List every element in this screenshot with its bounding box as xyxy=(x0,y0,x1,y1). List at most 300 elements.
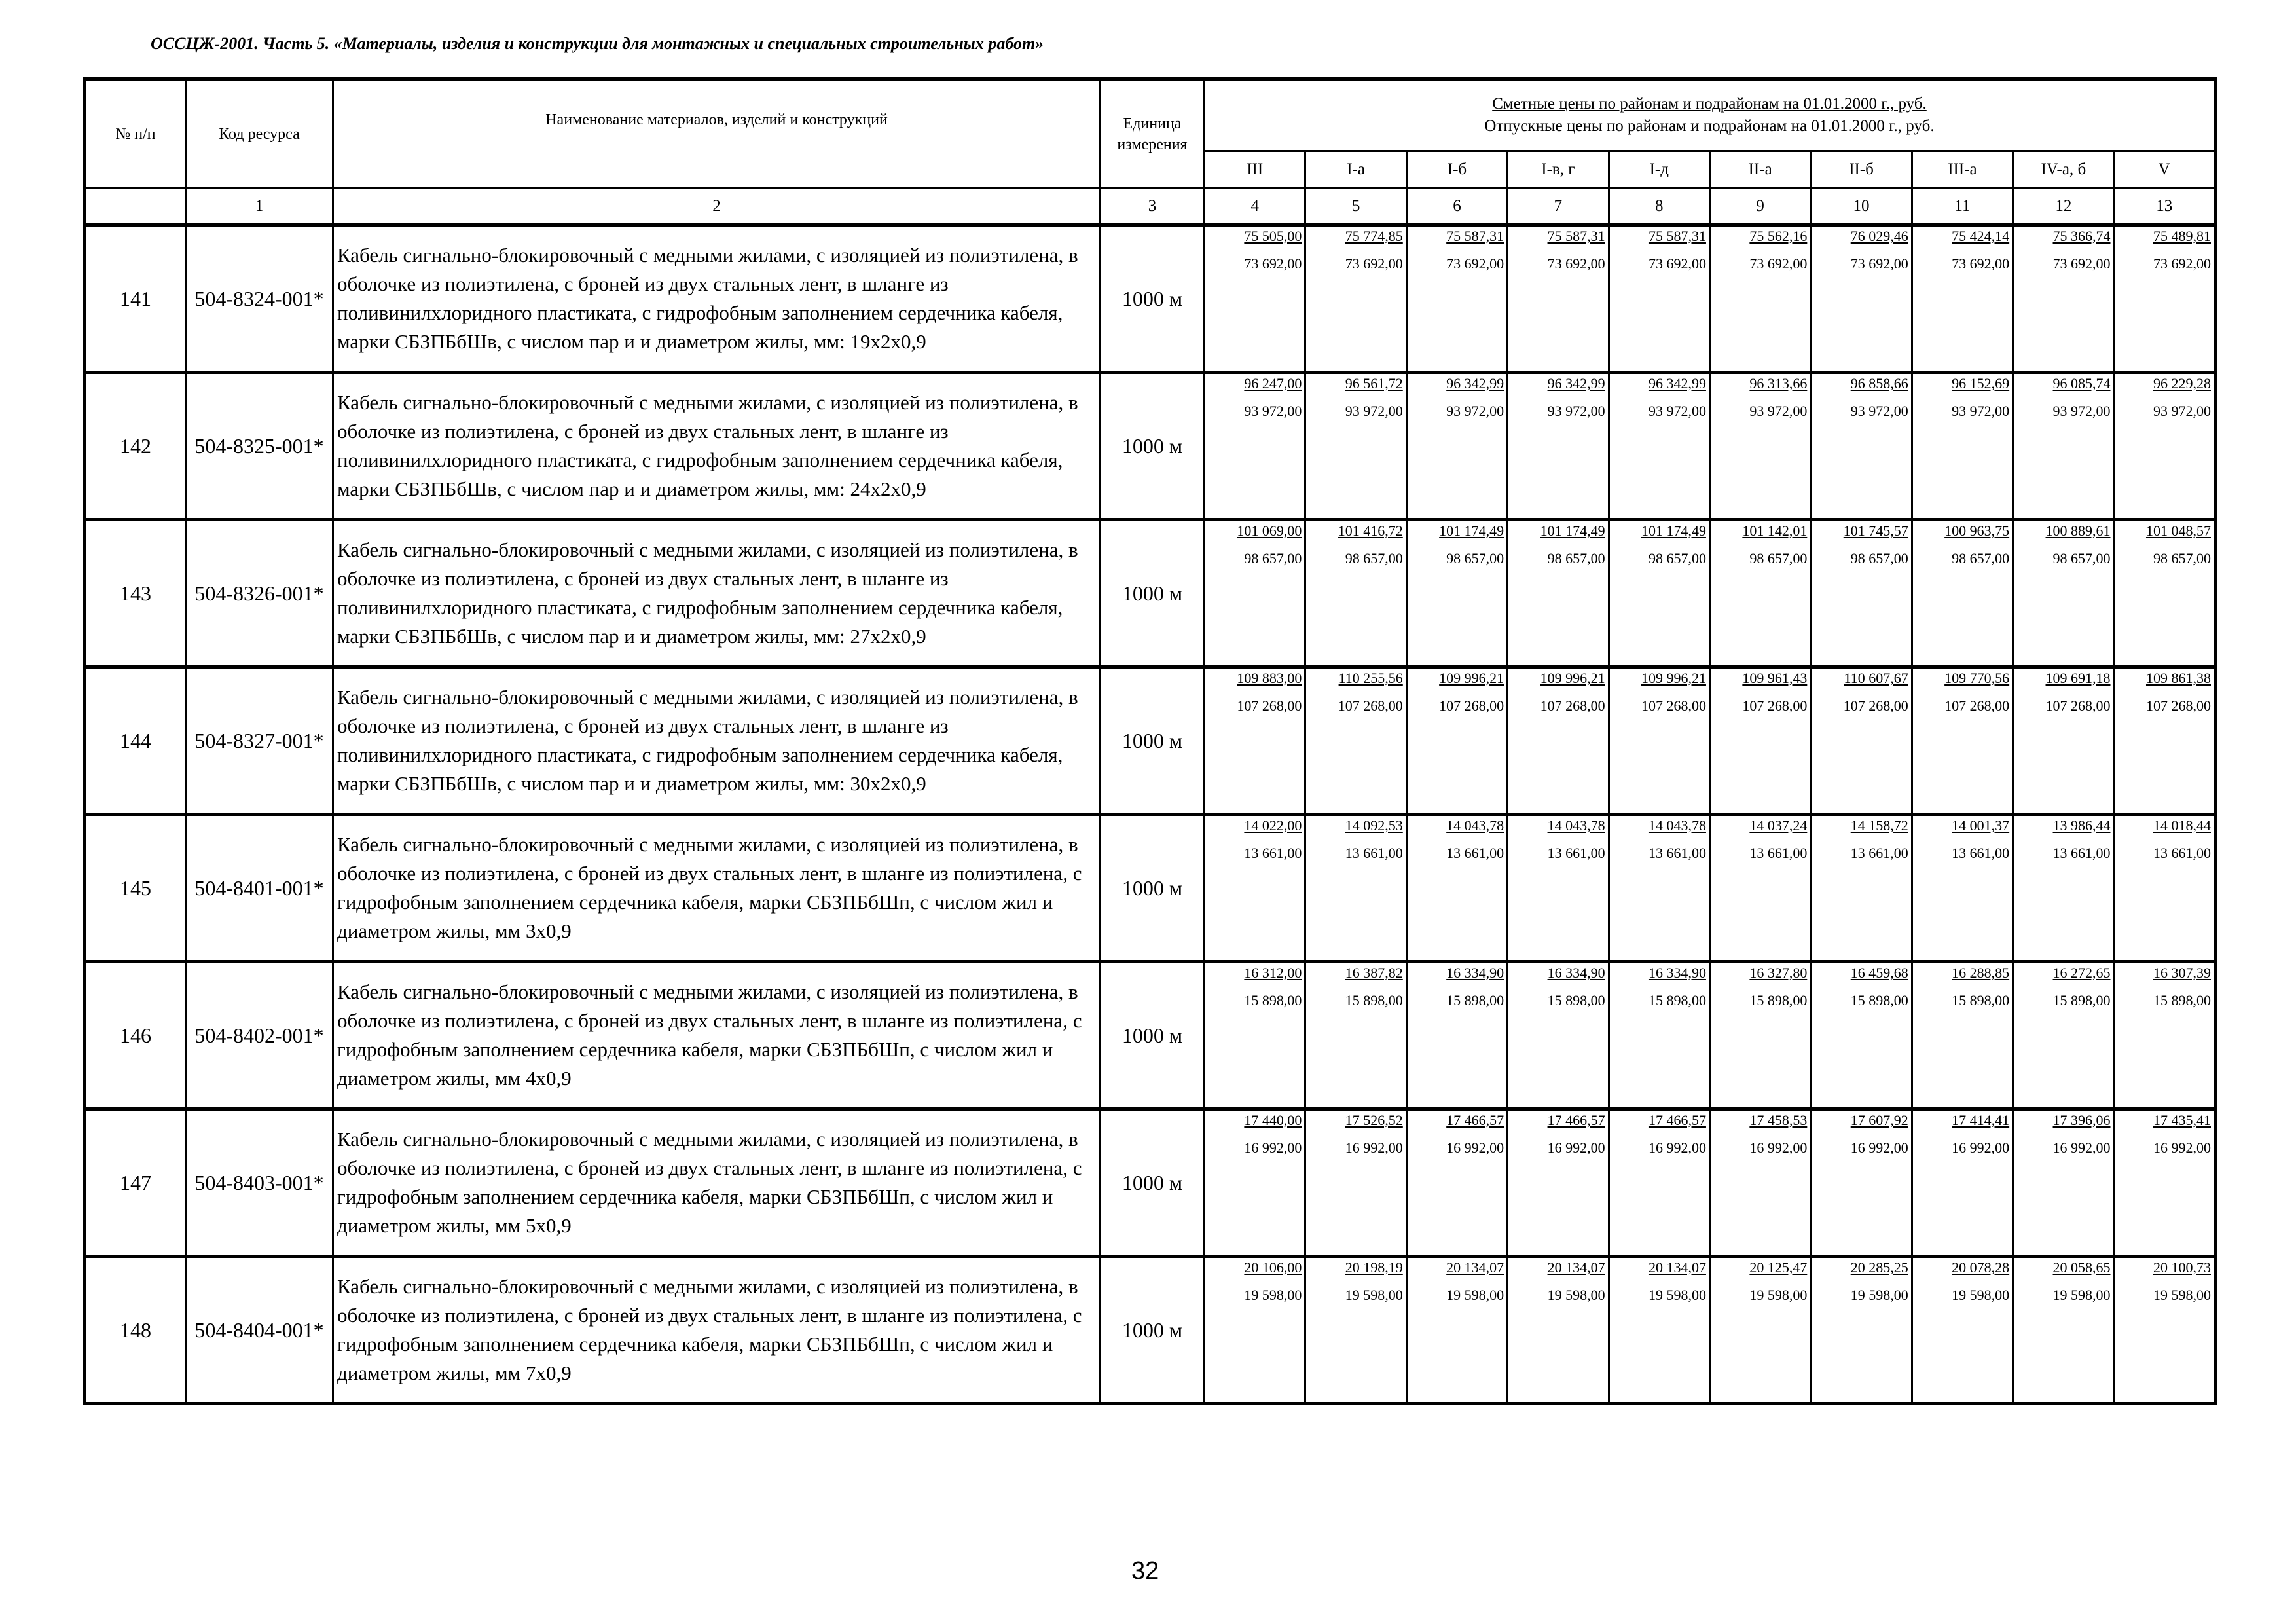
price-cell xyxy=(1811,1257,1912,1404)
price-cell xyxy=(2013,225,2114,373)
estimate-price: 16 334,90 xyxy=(1648,965,1706,981)
release-price: 98 657,00 xyxy=(1850,550,1908,566)
estimate-price: 17 526,52 xyxy=(1345,1112,1403,1128)
release-price: 15 898,00 xyxy=(1345,992,1403,1008)
region-header: V xyxy=(2114,151,2215,189)
column-number-blank xyxy=(85,189,186,225)
estimate-price: 101 745,57 xyxy=(1843,523,1908,539)
price-cell xyxy=(1609,962,1709,1109)
release-price: 13 661,00 xyxy=(1648,845,1706,861)
release-price: 19 598,00 xyxy=(1749,1287,1808,1303)
price-cell xyxy=(1205,667,1305,815)
release-price: 13 661,00 xyxy=(1547,845,1605,861)
release-price: 16 992,00 xyxy=(1547,1139,1605,1156)
release-price: 73 692,00 xyxy=(1547,255,1605,272)
price-cell xyxy=(2013,815,2114,962)
price-cell xyxy=(1305,667,1406,815)
table-row xyxy=(85,520,2215,667)
release-price: 13 661,00 xyxy=(1850,845,1908,861)
region-header: I-в, г xyxy=(1508,151,1609,189)
table-row xyxy=(85,373,2215,520)
price-cell xyxy=(1709,815,1810,962)
price-cell xyxy=(1709,225,1810,373)
estimate-price: 109 770,56 xyxy=(1944,670,2010,686)
release-price: 19 598,00 xyxy=(1244,1287,1302,1303)
estimate-price: 17 396,06 xyxy=(2052,1112,2111,1128)
estimate-price: 14 022,00 xyxy=(1244,817,1302,834)
price-cell xyxy=(1709,1257,1810,1404)
estimate-price: 96 342,99 xyxy=(1547,375,1605,392)
price-cell xyxy=(1609,225,1709,373)
release-price: 73 692,00 xyxy=(1446,255,1504,272)
release-price: 98 657,00 xyxy=(1952,550,2010,566)
estimate-price: 14 018,44 xyxy=(2153,817,2211,834)
estimate-price: 101 174,49 xyxy=(1641,523,1706,539)
estimate-price: 17 466,57 xyxy=(1547,1112,1605,1128)
release-price: 98 657,00 xyxy=(1749,550,1808,566)
estimate-price: 17 435,41 xyxy=(2153,1112,2211,1128)
release-price: 19 598,00 xyxy=(1952,1287,2010,1303)
release-price: 93 972,00 xyxy=(2153,403,2211,419)
release-price: 107 268,00 xyxy=(1540,697,1605,714)
price-cell xyxy=(1406,667,1507,815)
estimate-price: 20 134,07 xyxy=(1547,1259,1605,1276)
price-cell xyxy=(1205,962,1305,1109)
resource-code: 504-8326-001* xyxy=(186,520,333,667)
release-price: 73 692,00 xyxy=(2052,255,2111,272)
release-price: 16 992,00 xyxy=(2153,1139,2211,1156)
price-cell xyxy=(1508,225,1609,373)
price-cell xyxy=(1811,373,1912,520)
estimate-price: 16 334,90 xyxy=(1446,965,1504,981)
material-name: Кабель сигнально-блокировочный с медными жилами, с изоляцией из полиэтилена, в оболочке из полиэтилена, с броней из двух стальных лент, в шланге из поливинилхлоридного пластиката, с гидрофобным заполнением сердечника кабеля, марки СБЗПБбШв, с числом пар и и диаметром жилы, мм: 27х2х0,9 xyxy=(333,520,1101,667)
region-header: I-а xyxy=(1305,151,1406,189)
region-header: IV-а, б xyxy=(2013,151,2114,189)
price-cell xyxy=(1305,962,1406,1109)
price-cell xyxy=(1305,1109,1406,1257)
price-cell xyxy=(1709,373,1810,520)
estimate-price: 96 342,99 xyxy=(1648,375,1706,392)
release-price: 107 268,00 xyxy=(2145,697,2211,714)
release-price: 16 992,00 xyxy=(1648,1139,1706,1156)
price-cell xyxy=(1205,520,1305,667)
price-cell xyxy=(1912,815,2013,962)
release-price: 107 268,00 xyxy=(1439,697,1504,714)
release-price: 16 992,00 xyxy=(2052,1139,2111,1156)
release-price: 19 598,00 xyxy=(1547,1287,1605,1303)
release-price: 16 992,00 xyxy=(1850,1139,1908,1156)
release-price: 73 692,00 xyxy=(1648,255,1706,272)
material-name: Кабель сигнально-блокировочный с медными жилами, с изоляцией из полиэтилена, в оболочке из полиэтилена, с броней из двух стальных лент, в шланге из полиэтилена, с гидрофобным заполнением сердечника кабеля, марки СБЗПБбШп, с числом жил и диаметром жилы, мм 3х0,9 xyxy=(333,815,1101,962)
prices-release-title: Отпускные цены по районам и подрайонам на 01.01.2000 г., руб. xyxy=(1484,117,1935,135)
release-price: 13 661,00 xyxy=(1749,845,1808,861)
column-number: 13 xyxy=(2114,189,2215,225)
estimate-price: 96 313,66 xyxy=(1749,375,1808,392)
price-cell xyxy=(1205,1109,1305,1257)
release-price: 93 972,00 xyxy=(1952,403,2010,419)
price-cell xyxy=(1709,962,1810,1109)
price-cell xyxy=(1305,225,1406,373)
price-cell xyxy=(1406,1109,1507,1257)
estimate-price: 101 416,72 xyxy=(1338,523,1403,539)
estimate-price: 109 996,21 xyxy=(1439,670,1504,686)
estimate-price: 14 092,53 xyxy=(1345,817,1403,834)
release-price: 107 268,00 xyxy=(1237,697,1302,714)
price-cell xyxy=(1406,373,1507,520)
estimate-price: 75 774,85 xyxy=(1345,228,1403,244)
price-cell xyxy=(1912,225,2013,373)
estimate-price: 110 255,56 xyxy=(1338,670,1403,686)
resource-code: 504-8325-001* xyxy=(186,373,333,520)
price-cell xyxy=(1406,520,1507,667)
price-cell xyxy=(1508,520,1609,667)
release-price: 107 268,00 xyxy=(1338,697,1403,714)
estimate-price: 101 174,49 xyxy=(1540,523,1605,539)
price-cell xyxy=(1912,962,2013,1109)
estimate-price: 17 414,41 xyxy=(1952,1112,2010,1128)
estimate-price: 96 085,74 xyxy=(2052,375,2111,392)
estimate-price: 16 327,80 xyxy=(1749,965,1808,981)
estimate-price: 96 229,28 xyxy=(2153,375,2211,392)
release-price: 19 598,00 xyxy=(2153,1287,2211,1303)
row-index: 141 xyxy=(85,225,186,373)
price-cell xyxy=(2114,667,2215,815)
row-index: 143 xyxy=(85,520,186,667)
price-cell xyxy=(1406,815,1507,962)
release-price: 15 898,00 xyxy=(1446,992,1504,1008)
estimate-price: 96 561,72 xyxy=(1345,375,1403,392)
col-header-prices xyxy=(1205,79,2215,151)
estimate-price: 109 861,38 xyxy=(2145,670,2211,686)
release-price: 73 692,00 xyxy=(2153,255,2211,272)
price-cell xyxy=(1609,1257,1709,1404)
material-name: Кабель сигнально-блокировочный с медными жилами, с изоляцией из полиэтилена, в оболочке из полиэтилена, с броней из двух стальных лент, в шланге из поливинилхлоридного пластиката, с гидрофобным заполнением сердечника кабеля, марки СБЗПБбШв, с числом пар и и диаметром жилы, мм: 19х2х0,9 xyxy=(333,225,1101,373)
unit-cell: 1000 м xyxy=(1101,225,1205,373)
price-cell xyxy=(1811,225,1912,373)
column-number: 12 xyxy=(2013,189,2114,225)
estimate-price: 100 963,75 xyxy=(1944,523,2010,539)
price-cell xyxy=(2013,1109,2114,1257)
estimate-price: 14 043,78 xyxy=(1648,817,1706,834)
release-price: 93 972,00 xyxy=(2052,403,2111,419)
estimate-price: 75 587,31 xyxy=(1446,228,1504,244)
material-name: Кабель сигнально-блокировочный с медными жилами, с изоляцией из полиэтилена, в оболочке из полиэтилена, с броней из двух стальных лент, в шланге из поливинилхлоридного пластиката, с гидрофобным заполнением сердечника кабеля, марки СБЗПБбШв, с числом пар и и диаметром жилы, мм: 30х2х0,9 xyxy=(333,667,1101,815)
estimate-price: 75 587,31 xyxy=(1648,228,1706,244)
price-cell xyxy=(2114,815,2215,962)
release-price: 13 661,00 xyxy=(1345,845,1403,861)
column-number: 7 xyxy=(1508,189,1609,225)
release-price: 98 657,00 xyxy=(1446,550,1504,566)
price-cell xyxy=(2013,667,2114,815)
release-price: 73 692,00 xyxy=(1850,255,1908,272)
column-number: 10 xyxy=(1811,189,1912,225)
estimate-price: 14 037,24 xyxy=(1749,817,1808,834)
price-cell xyxy=(2114,373,2215,520)
table-row xyxy=(85,1257,2215,1404)
estimate-price: 16 459,68 xyxy=(1850,965,1908,981)
release-price: 13 661,00 xyxy=(1952,845,2010,861)
price-cell xyxy=(1811,962,1912,1109)
price-cell xyxy=(1609,1109,1709,1257)
prices-estimate-title: Сметные цены по районам и подрайонам на 01.01.2000 г., руб. xyxy=(1492,95,1927,113)
release-price: 93 972,00 xyxy=(1244,403,1302,419)
price-cell xyxy=(1205,815,1305,962)
price-cell xyxy=(1305,1257,1406,1404)
release-price: 13 661,00 xyxy=(2153,845,2211,861)
estimate-price: 101 142,01 xyxy=(1742,523,1808,539)
price-cell xyxy=(2013,520,2114,667)
resource-code: 504-8404-001* xyxy=(186,1257,333,1404)
price-cell xyxy=(1508,667,1609,815)
price-cell xyxy=(1609,373,1709,520)
release-price: 13 661,00 xyxy=(1244,845,1302,861)
release-price: 73 692,00 xyxy=(1345,255,1403,272)
column-number: 3 xyxy=(1101,189,1205,225)
release-price: 93 972,00 xyxy=(1850,403,1908,419)
resource-code: 504-8403-001* xyxy=(186,1109,333,1257)
release-price: 16 992,00 xyxy=(1952,1139,2010,1156)
estimate-price: 20 078,28 xyxy=(1952,1259,2010,1276)
estimate-price: 20 125,47 xyxy=(1749,1259,1808,1276)
estimate-price: 75 505,00 xyxy=(1244,228,1302,244)
unit-cell: 1000 м xyxy=(1101,1257,1205,1404)
material-name: Кабель сигнально-блокировочный с медными жилами, с изоляцией из полиэтилена, в оболочке из полиэтилена, с броней из двух стальных лент, в шланге из полиэтилена, с гидрофобным заполнением сердечника кабеля, марки СБЗПБбШп, с числом жил и диаметром жилы, мм 7х0,9 xyxy=(333,1257,1101,1404)
resource-code: 504-8327-001* xyxy=(186,667,333,815)
price-cell xyxy=(1811,1109,1912,1257)
release-price: 98 657,00 xyxy=(1648,550,1706,566)
estimate-price: 20 134,07 xyxy=(1648,1259,1706,1276)
price-cell xyxy=(1811,815,1912,962)
price-cell xyxy=(2114,225,2215,373)
price-cell xyxy=(1406,1257,1507,1404)
column-number: 1 xyxy=(186,189,333,225)
estimate-price: 16 387,82 xyxy=(1345,965,1403,981)
column-number: 11 xyxy=(1912,189,2013,225)
price-cell xyxy=(1912,1109,2013,1257)
price-cell xyxy=(1912,373,2013,520)
release-price: 19 598,00 xyxy=(1850,1287,1908,1303)
estimate-price: 20 100,73 xyxy=(2153,1259,2211,1276)
table-row xyxy=(85,225,2215,373)
column-number: 5 xyxy=(1305,189,1406,225)
release-price: 73 692,00 xyxy=(1749,255,1808,272)
release-price: 15 898,00 xyxy=(1244,992,1302,1008)
release-price: 16 992,00 xyxy=(1446,1139,1504,1156)
estimate-price: 101 174,49 xyxy=(1439,523,1504,539)
estimate-price: 14 043,78 xyxy=(1547,817,1605,834)
price-cell xyxy=(1305,373,1406,520)
price-cell xyxy=(2114,1257,2215,1404)
release-price: 15 898,00 xyxy=(1952,992,2010,1008)
release-price: 16 992,00 xyxy=(1749,1139,1808,1156)
estimate-price: 100 889,61 xyxy=(2045,523,2111,539)
estimate-price: 17 466,57 xyxy=(1446,1112,1504,1128)
column-number: 9 xyxy=(1709,189,1810,225)
release-price: 107 268,00 xyxy=(1944,697,2010,714)
unit-cell: 1000 м xyxy=(1101,962,1205,1109)
estimate-price: 96 152,69 xyxy=(1952,375,2010,392)
release-price: 93 972,00 xyxy=(1648,403,1706,419)
release-price: 15 898,00 xyxy=(1547,992,1605,1008)
col-header-code: Код ресурса xyxy=(186,79,333,189)
estimate-price: 20 106,00 xyxy=(1244,1259,1302,1276)
price-cell xyxy=(1508,962,1609,1109)
release-price: 93 972,00 xyxy=(1749,403,1808,419)
resource-code: 504-8402-001* xyxy=(186,962,333,1109)
estimate-price: 17 458,53 xyxy=(1749,1112,1808,1128)
price-cell xyxy=(1709,667,1810,815)
page-header: ОССЦЖ-2001. Часть 5. «Материалы, изделия и конструкции для монтажных и специальных строительных работ» xyxy=(151,34,1044,53)
material-name: Кабель сигнально-блокировочный с медными жилами, с изоляцией из полиэтилена, в оболочке из полиэтилена, с броней из двух стальных лент, в шланге из поливинилхлоридного пластиката, с гидрофобным заполнением сердечника кабеля, марки СБЗПБбШв, с числом пар и и диаметром жилы, мм: 24х2х0,9 xyxy=(333,373,1101,520)
region-header: III-а xyxy=(1912,151,2013,189)
price-cell xyxy=(1609,815,1709,962)
price-cell xyxy=(1709,520,1810,667)
estimate-price: 14 043,78 xyxy=(1446,817,1504,834)
estimate-price: 76 029,46 xyxy=(1850,228,1908,244)
price-cell xyxy=(1609,667,1709,815)
unit-cell: 1000 м xyxy=(1101,373,1205,520)
region-header: III xyxy=(1205,151,1305,189)
estimate-price: 109 883,00 xyxy=(1237,670,1302,686)
estimate-price: 14 158,72 xyxy=(1850,817,1908,834)
price-cell xyxy=(2013,1257,2114,1404)
estimate-price: 75 489,81 xyxy=(2153,228,2211,244)
release-price: 16 992,00 xyxy=(1244,1139,1302,1156)
table-row xyxy=(85,962,2215,1109)
estimate-price: 14 001,37 xyxy=(1952,817,2010,834)
estimate-price: 16 334,90 xyxy=(1547,965,1605,981)
row-index: 142 xyxy=(85,373,186,520)
price-cell xyxy=(2114,1109,2215,1257)
page-number: 32 xyxy=(1131,1557,1159,1585)
price-cell xyxy=(1912,1257,2013,1404)
release-price: 15 898,00 xyxy=(1648,992,1706,1008)
release-price: 107 268,00 xyxy=(2045,697,2111,714)
release-price: 15 898,00 xyxy=(2153,992,2211,1008)
release-price: 98 657,00 xyxy=(1345,550,1403,566)
region-header: II-а xyxy=(1709,151,1810,189)
release-price: 107 268,00 xyxy=(1843,697,1908,714)
estimate-price: 17 607,92 xyxy=(1850,1112,1908,1128)
table-row xyxy=(85,667,2215,815)
release-price: 93 972,00 xyxy=(1345,403,1403,419)
row-index: 147 xyxy=(85,1109,186,1257)
price-cell xyxy=(2114,520,2215,667)
release-price: 15 898,00 xyxy=(1850,992,1908,1008)
price-cell xyxy=(1508,373,1609,520)
col-header-unit: Единица измерения xyxy=(1101,79,1205,189)
price-cell xyxy=(1912,520,2013,667)
release-price: 19 598,00 xyxy=(1648,1287,1706,1303)
column-number: 4 xyxy=(1205,189,1305,225)
release-price: 93 972,00 xyxy=(1547,403,1605,419)
estimate-price: 75 587,31 xyxy=(1547,228,1605,244)
column-number: 6 xyxy=(1406,189,1507,225)
resource-code: 504-8401-001* xyxy=(186,815,333,962)
price-cell xyxy=(2013,962,2114,1109)
material-name: Кабель сигнально-блокировочный с медными жилами, с изоляцией из полиэтилена, в оболочке из полиэтилена, с броней из двух стальных лент, в шланге из полиэтилена, с гидрофобным заполнением сердечника кабеля, марки СБЗПБбШп, с числом жил и диаметром жилы, мм 5х0,9 xyxy=(333,1109,1101,1257)
price-cell xyxy=(1609,520,1709,667)
row-index: 148 xyxy=(85,1257,186,1404)
price-cell xyxy=(1205,1257,1305,1404)
price-cell xyxy=(1811,520,1912,667)
estimate-price: 96 342,99 xyxy=(1446,375,1504,392)
release-price: 13 661,00 xyxy=(1446,845,1504,861)
release-price: 15 898,00 xyxy=(1749,992,1808,1008)
estimate-price: 16 312,00 xyxy=(1244,965,1302,981)
material-name: Кабель сигнально-блокировочный с медными жилами, с изоляцией из полиэтилена, в оболочке из полиэтилена, с броней из двух стальных лент, в шланге из полиэтилена, с гидрофобным заполнением сердечника кабеля, марки СБЗПБбШп, с числом жил и диаметром жилы, мм 4х0,9 xyxy=(333,962,1101,1109)
region-header: I-д xyxy=(1609,151,1709,189)
unit-cell: 1000 м xyxy=(1101,815,1205,962)
release-price: 15 898,00 xyxy=(2052,992,2111,1008)
price-cell xyxy=(2114,962,2215,1109)
release-price: 107 268,00 xyxy=(1641,697,1706,714)
release-price: 98 657,00 xyxy=(2153,550,2211,566)
estimate-price: 16 288,85 xyxy=(1952,965,2010,981)
estimate-price: 96 247,00 xyxy=(1244,375,1302,392)
release-price: 19 598,00 xyxy=(1345,1287,1403,1303)
price-cell xyxy=(1305,520,1406,667)
estimate-price: 13 986,44 xyxy=(2052,817,2111,834)
release-price: 73 692,00 xyxy=(1244,255,1302,272)
estimate-price: 17 440,00 xyxy=(1244,1112,1302,1128)
release-price: 13 661,00 xyxy=(2052,845,2111,861)
table-row xyxy=(85,1109,2215,1257)
row-index: 146 xyxy=(85,962,186,1109)
price-cell xyxy=(1305,815,1406,962)
estimate-price: 110 607,67 xyxy=(1844,670,1908,686)
col-header-no: № п/п xyxy=(85,79,186,189)
estimate-price: 20 285,25 xyxy=(1850,1259,1908,1276)
price-cell xyxy=(1508,815,1609,962)
price-cell xyxy=(2013,373,2114,520)
column-number: 2 xyxy=(333,189,1101,225)
price-cell xyxy=(1406,962,1507,1109)
row-index: 144 xyxy=(85,667,186,815)
price-cell xyxy=(1205,225,1305,373)
row-index: 145 xyxy=(85,815,186,962)
release-price: 98 657,00 xyxy=(1244,550,1302,566)
price-cell xyxy=(1912,667,2013,815)
estimate-price: 109 961,43 xyxy=(1742,670,1808,686)
release-price: 93 972,00 xyxy=(1446,403,1504,419)
estimate-price: 109 996,21 xyxy=(1540,670,1605,686)
release-price: 98 657,00 xyxy=(1547,550,1605,566)
unit-cell: 1000 м xyxy=(1101,520,1205,667)
release-price: 19 598,00 xyxy=(1446,1287,1504,1303)
estimate-price: 75 424,14 xyxy=(1952,228,2010,244)
unit-cell: 1000 м xyxy=(1101,667,1205,815)
release-price: 19 598,00 xyxy=(2052,1287,2111,1303)
price-cell xyxy=(1709,1109,1810,1257)
col-header-name: Наименование материалов, изделий и конструкций xyxy=(333,79,1101,189)
estimate-price: 109 691,18 xyxy=(2045,670,2111,686)
price-cell xyxy=(1406,225,1507,373)
region-header: II-б xyxy=(1811,151,1912,189)
price-cell xyxy=(1508,1109,1609,1257)
estimate-price: 20 198,19 xyxy=(1345,1259,1403,1276)
estimate-price: 101 069,00 xyxy=(1237,523,1302,539)
release-price: 98 657,00 xyxy=(2052,550,2111,566)
estimate-price: 101 048,57 xyxy=(2145,523,2211,539)
estimate-price: 75 366,74 xyxy=(2052,228,2111,244)
estimate-price: 75 562,16 xyxy=(1749,228,1808,244)
unit-cell: 1000 м xyxy=(1101,1109,1205,1257)
estimate-price: 109 996,21 xyxy=(1641,670,1706,686)
table-row xyxy=(85,815,2215,962)
estimate-price: 16 272,65 xyxy=(2052,965,2111,981)
price-cell xyxy=(1205,373,1305,520)
